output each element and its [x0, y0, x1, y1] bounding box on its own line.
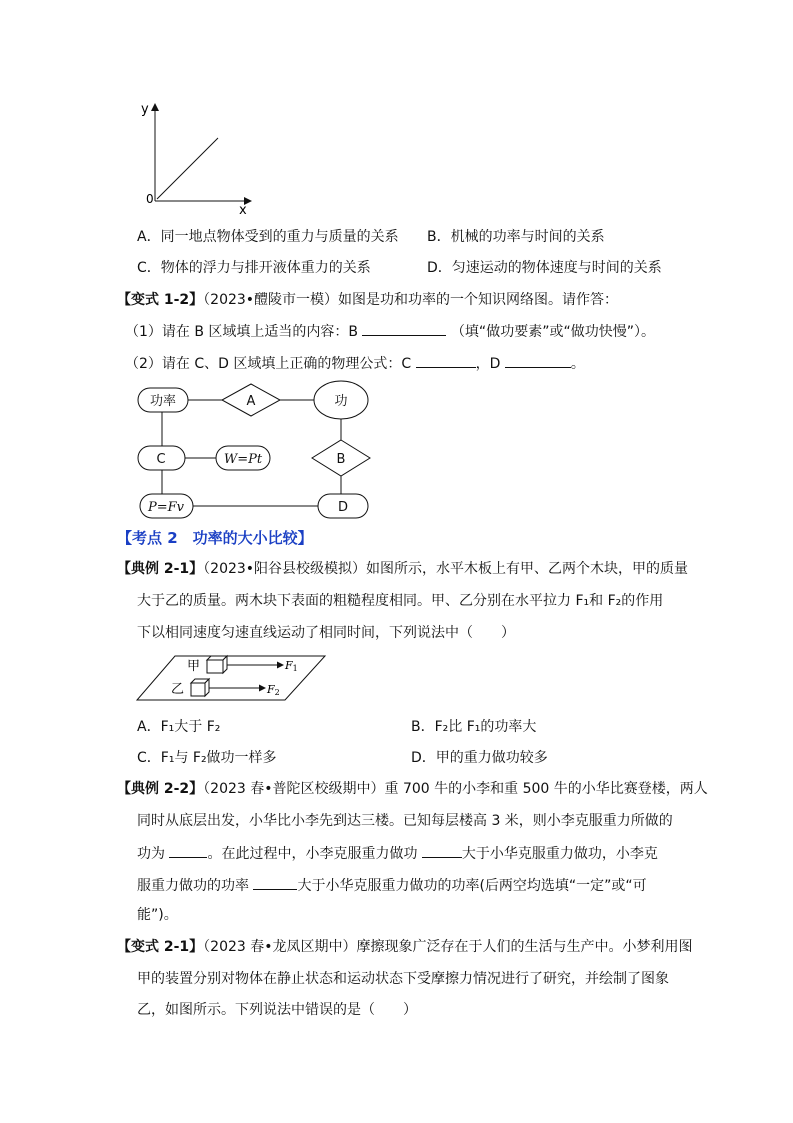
block-yi [191, 679, 209, 696]
line3c: 大于小华克服重力做功，小李克 [461, 846, 658, 862]
example-2-1-line3: 下以相同速度匀速直线运动了相同时间，下列说法中（ ） [137, 625, 515, 641]
pfv-label: P=Fv [147, 500, 185, 515]
blank-b[interactable] [362, 321, 446, 336]
ex21-option-a: A．F₁大于 F₂ [137, 719, 221, 735]
x-axis-label: x [239, 203, 247, 218]
option-c: C．物体的浮力与排开液体重力的关系 [137, 260, 371, 276]
blank-power-compare[interactable] [253, 875, 297, 890]
f2-label: F [267, 683, 275, 696]
work-label: 功 [334, 394, 348, 409]
variant-1-2-source: （2023•醴陵市一模）如图是功和功率的一个知识网络图。请作答： [203, 292, 619, 308]
jia-label: 甲 [187, 659, 201, 674]
origin-label: 0 [146, 192, 154, 206]
line3b: 。在此过程中，小李克服重力做功 [207, 846, 418, 862]
line3a: 功为 [137, 846, 165, 862]
q2-mid: ，D [475, 356, 501, 372]
variant-2-1-line1 [117, 937, 693, 957]
ex21-option-c: C．F₁与 F₂做功一样多 [137, 750, 277, 766]
svg-text:F1 [284, 659, 298, 673]
option-b: B．机械的功率与时间的关系 [427, 229, 605, 245]
example-2-2-text1: （2023 春•普陀区校级期中）重 700 牛的小李和重 500 牛的小华比赛登楼，两人 [203, 781, 708, 797]
variant-1-2-q2 [125, 353, 585, 374]
variant-1-2-title [117, 290, 618, 310]
example-2-1-line2: 大于乙的质量。两木块下表面的粗糙程度相同。甲、乙分别在水平拉力 F₁和 F₂的作用 [137, 593, 664, 609]
example-2-2-line1 [117, 779, 708, 799]
proportional-graph [130, 95, 260, 220]
yi-label: 乙 [171, 682, 185, 697]
kaodian-2-heading: 【考点 2 功率的大小比较】 [117, 529, 313, 547]
option-a: A．同一地点物体受到的重力与质量的关系 [137, 229, 399, 245]
variant-1-2-q1 [125, 321, 655, 342]
f1-label: F [285, 659, 293, 672]
q1-prefix: （1）请在 B 区域填上适当的内容：B [125, 324, 359, 340]
option-d: D．匀速运动的物体速度与时间的关系 [427, 260, 662, 276]
proportional-line [157, 138, 218, 199]
variant-2-1-line3: 乙，如图所示。下列说法中错误的是（ ） [137, 1002, 417, 1018]
blank-work[interactable] [169, 843, 207, 858]
c-label: C [156, 452, 166, 467]
board-diagram [135, 652, 335, 708]
y-axis-label: y [141, 102, 149, 117]
power-label: 功率 [149, 394, 177, 409]
example-2-2-line2: 同时从底层出发，小华比小李先到达三楼。已知每层楼高 3 米，则小李克服重力所做的 [137, 813, 673, 829]
wpt-label: W=Pt [223, 452, 263, 467]
a-label: A [246, 394, 256, 409]
example-2-2-head: 【典例 2-2】 [117, 781, 204, 797]
q2-end: 。 [570, 356, 585, 372]
example-2-1-text1: （2023•阳谷县校级模拟）如图所示，水平木板上有甲、乙两个木块，甲的质量 [203, 561, 689, 577]
ex21-option-b: B．F₂比 F₁的功率大 [411, 719, 537, 735]
f1-sub: 1 [292, 664, 298, 673]
variant-2-1-line2: 甲的装置分别对物体在静止状态和运动状态下受摩擦力情况进行了研究，并绘制了图象 [137, 971, 669, 987]
line4a: 服重力做功的功率 [137, 878, 249, 894]
variant-2-1-text1: （2023 春•龙凤区期中）摩擦现象广泛存在于人们的生活与生产中。小梦利用图 [203, 939, 693, 955]
blank-c[interactable] [416, 353, 476, 368]
b-label: B [336, 452, 346, 467]
d-label: D [337, 500, 349, 515]
variant-2-1-head: 【变式 2-1】 [117, 939, 204, 955]
board [137, 656, 325, 700]
example-2-2-line4 [137, 875, 647, 896]
block-jia [207, 656, 227, 673]
q2-prefix: （2）请在 C、D 区域填上正确的物理公式：C [125, 356, 412, 372]
example-2-1-line1 [117, 559, 688, 579]
blank-d[interactable] [505, 353, 571, 368]
q1-suffix: （填“做功要素”或“做功快慢”）。 [450, 324, 655, 340]
ex21-option-d: D．甲的重力做功较多 [411, 750, 548, 766]
svg-text:F2 [266, 683, 280, 697]
example-2-2-line3 [137, 843, 658, 864]
line4b: 大于小华克服重力做功的功率(后两空均选填“一定”或“可 [297, 878, 647, 894]
knowledge-network-diagram [130, 378, 380, 520]
f2-sub: 2 [274, 688, 280, 697]
blank-work-compare[interactable] [422, 843, 462, 858]
variant-1-2-head: 【变式 1-2】 [117, 292, 204, 308]
example-2-2-line5: 能”)。 [137, 907, 178, 923]
example-2-1-head: 【典例 2-1】 [117, 561, 204, 577]
